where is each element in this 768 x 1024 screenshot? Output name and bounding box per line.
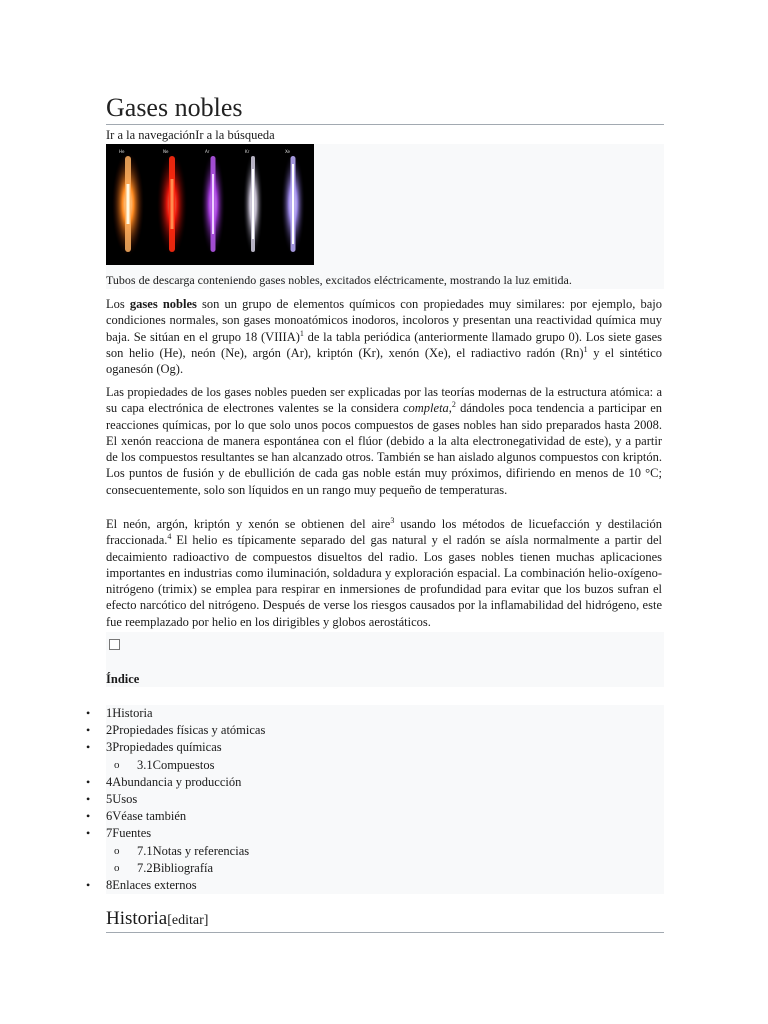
bullet: •	[86, 826, 91, 841]
tube-xe	[281, 152, 305, 256]
bullet: •	[86, 740, 91, 755]
bullet: o	[114, 758, 120, 771]
tube-label: Kr	[245, 149, 250, 154]
section-heading	[106, 906, 208, 934]
bullet: •	[86, 774, 91, 789]
toc-item-notas[interactable]: o 7.1Notas y referencias	[106, 843, 664, 860]
tube-label: Ar	[205, 149, 210, 154]
page-title: Gases nobles	[106, 93, 243, 122]
toc-item-propiedades-quimicas[interactable]: • 3Propiedades químicas	[106, 739, 664, 756]
tube-ne	[157, 152, 187, 256]
bullet: o	[114, 844, 120, 857]
toc-list	[86, 705, 664, 894]
section-title: Historia	[106, 908, 168, 929]
toc-item-historia[interactable]: • 1Historia	[106, 705, 664, 722]
figure	[106, 144, 664, 289]
intro-paragraph: Los gases nobles son un grupo de elementos químicos con propiedades muy similares: por ejemplo, bajo condiciones normales, son gases monoatómicos inodoros, incoloros y presentan una reactividad química muy baja. Se sitúan en el grupo 18 (VIIIA)$^1$ de la tabla periódica (anteriormente llamado grupo 0). Los siete gases son helio (He), neón (Ne), argón (Ar), kriptón (Kr), xenón (Xe), el radiactivo radón $(Rn)^1$ y el sintético oganesón (Og).	[106, 297, 662, 377]
production-paragraph: El neón, argón, kriptón y xenón se obtienen del aire$^3$ usando los métodos de licuefacción y destilación fraccionada.$^4$ El helio es típicamente separado del gas natural y el radón se aísla normalmente a partir del decaimiento radioactivo de compuestos disueltos del radio. Los gases nobles tienen muchas aplicaciones importantes en industrias como iluminación, soldadura y exploración espacial. La combinación helio-oxígeno-nitrógeno (trimix) se emplea para respirar en inmersiones de profundidad para evitar que los buzos sufran el efecto narcótico del nitrógeno. Después de verse los riesgos causados por la inflamabilidad del hidrógeno, este fue reemplazado por helio en los dirigibles y globos aerostáticos.	[106, 515, 662, 629]
discharge-tubes-image[interactable]	[106, 144, 314, 265]
bullet: •	[86, 877, 91, 892]
bullet: •	[86, 791, 91, 806]
toc-title: Índice	[106, 672, 140, 686]
jump-to-navigation-link[interactable]: Ir a la navegación	[106, 128, 196, 142]
bullet: •	[86, 723, 91, 738]
toc-item-vease-tambien[interactable]: • 6Véase también	[106, 808, 664, 825]
toc-item-bibliografia[interactable]: o 7.2Bibliografía	[106, 860, 664, 877]
bullet: •	[86, 809, 91, 824]
toc-item-propiedades-fisicas[interactable]: • 2Propiedades físicas y atómicas	[106, 722, 664, 739]
toc-header	[106, 632, 664, 687]
reference-link[interactable]: 1	[299, 328, 304, 338]
toc-item-compuestos[interactable]: o 3.1Compuestos	[106, 757, 664, 774]
toc-toggle-checkbox[interactable]	[109, 639, 120, 650]
jump-links	[106, 127, 275, 143]
tube-he	[112, 152, 144, 256]
figure-caption: Tubos de descarga conteniendo gases nobles, excitados eléctricamente, mostrando la luz emitida.	[106, 273, 572, 287]
properties-paragraph: Las propiedades de los gases nobles pueden ser explicadas por las teorías modernas de la estructura atómica: a su capa electrónica de electrones valentes se la considera completa,$^2$ dándoles poca tendencia a participar en reacciones químicas, por lo que solo unos pocos compuestos de gases nobles han sido preparados hasta 2008. El xenón reacciona de manera espontánea con el flúor (debido a la alta electronegatividad de este), y a partir de los compuestos resultantes se han alcanzado otros. También se han aislado algunos compuestos con kriptón. Los puntos de fusión y de ebullición de cada gas noble están muy próximos, difiriendo en menos de 10 °C; consecuentemente, solo son líquidos en un rango muy pequeño de temperaturas.	[106, 385, 662, 497]
tube-kr	[243, 152, 263, 256]
tube-label: Ne	[163, 149, 169, 154]
tube-label: Xe	[285, 149, 291, 154]
bold-term: gases nobles	[129, 297, 197, 311]
reference-link[interactable]: 4	[167, 532, 172, 542]
toc-item-abundancia[interactable]: • 4Abundancia y producción	[106, 774, 664, 791]
reference-link[interactable]: 3	[390, 515, 395, 525]
section-divider	[106, 932, 664, 933]
reference-link[interactable]: 1	[583, 344, 588, 354]
reference-link[interactable]: 2	[451, 400, 456, 410]
tube-label: He	[119, 149, 125, 154]
toc-item-usos[interactable]: • 5Usos	[106, 791, 664, 808]
toc-item-fuentes[interactable]: • 7Fuentes	[106, 825, 664, 842]
edit-section-link[interactable]: [editar]	[167, 913, 209, 928]
jump-to-search-link[interactable]: Ir a la búsqueda	[195, 128, 275, 142]
toc-item-enlaces-externos[interactable]: • 8Enlaces externos	[106, 877, 664, 894]
bullet: •	[86, 706, 91, 720]
title-divider	[106, 124, 664, 125]
tube-ar	[201, 152, 225, 256]
bullet: o	[114, 861, 120, 874]
